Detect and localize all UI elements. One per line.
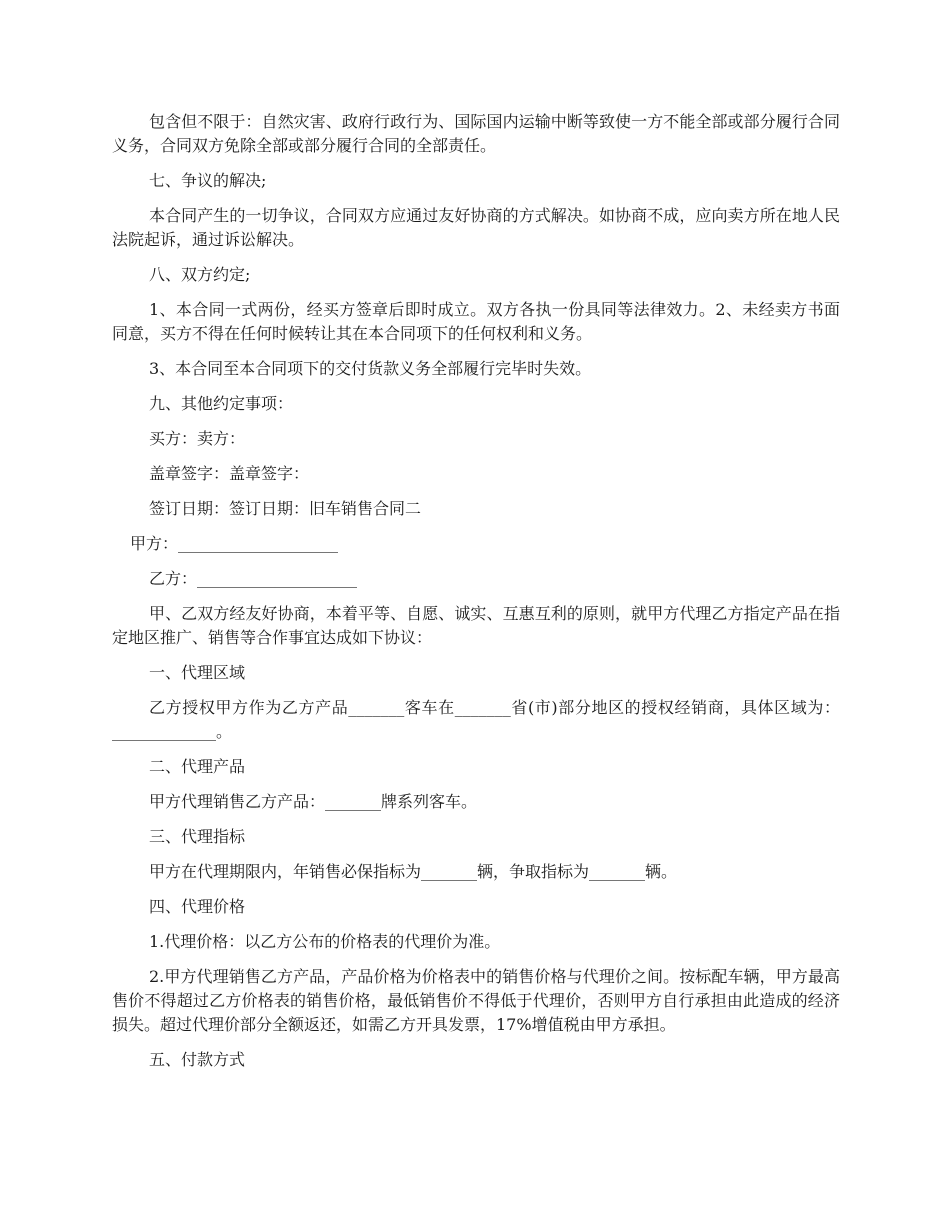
- paragraph-agency-targets: 甲方在代理期限内，年销售必保指标为_______辆，争取指标为_______辆。: [149, 862, 678, 881]
- paragraph-agreement-item-3: 3、本合同至本合同项下的交付货款义务全部履行完毕时失效。: [149, 359, 592, 378]
- paragraph-agency-products: 甲方代理销售乙方产品：_______牌系列客车。: [149, 792, 478, 811]
- heading-other-matters: 九、其他约定事项：: [149, 394, 294, 413]
- document-page: [112, 110, 840, 1083]
- heading-dispute-resolution: 七、争议的解决;: [149, 171, 267, 190]
- buyer-seller-line: 买方：卖方：: [149, 429, 246, 448]
- paragraph-force-majeure: 包含但不限于：自然灾害、政府行政行为、国际国内运输中断等致使一方不能全部或部分履行合同义务，合同双方免除全部或部分履行合同的全部责任。: [112, 112, 840, 155]
- paragraph-agency-area: 乙方授权甲方作为乙方产品_______客车在_______省(市)部分地区的授权经销商，具体区域为：_____________。: [112, 698, 840, 741]
- party-b-line: 乙方：____________________: [149, 569, 358, 588]
- paragraph-agreement-items-1-2: 1、本合同一式两份，经买方签章后即时成立。双方各执一份具同等法律效力。2、未经卖方书面同意，买方不得在任何时候转让其在本合同项下的任何权利和义务。: [112, 300, 840, 343]
- paragraph-agency-price-1: 1.代理价格：以乙方公布的价格表的代理价为准。: [149, 932, 501, 951]
- heading-agency-targets: 三、代理指标: [149, 827, 246, 846]
- heading-agency-price: 四、代理价格: [149, 897, 246, 916]
- paragraph-preamble: 甲、乙双方经友好协商，本着平等、自愿、诚实、互惠互利的原则，就甲方代理乙方指定产品在指定地区推广、销售等合作事宜达成如下协议：: [112, 604, 840, 647]
- signing-date-line: 签订日期：签订日期：旧车销售合同二: [149, 499, 422, 518]
- party-a-line: 甲方：____________________: [130, 534, 339, 553]
- heading-mutual-agreement: 八、双方约定;: [149, 265, 251, 284]
- paragraph-agency-price-2: 2.甲方代理销售乙方产品，产品价格为价格表中的销售价格与代理价之间。按标配车辆，甲方最高售价不得超过乙方价格表的销售价格，最低销售价不得低于代理价，否则甲方自行承担由此造成的经济损失。超过代理价部分全额返还，如需乙方开具发票，17%增值税由甲方承担。: [112, 967, 840, 1034]
- heading-agency-products: 二、代理产品: [149, 757, 246, 776]
- seal-signature-line: 盖章签字：盖章签字：: [149, 464, 310, 483]
- heading-payment-method: 五、付款方式: [149, 1050, 246, 1069]
- paragraph-dispute-resolution: 本合同产生的一切争议，合同双方应通过友好协商的方式解决。如协商不成，应向卖方所在地人民法院起诉，通过诉讼解决。: [112, 206, 840, 249]
- heading-agency-area: 一、代理区域: [149, 663, 246, 682]
